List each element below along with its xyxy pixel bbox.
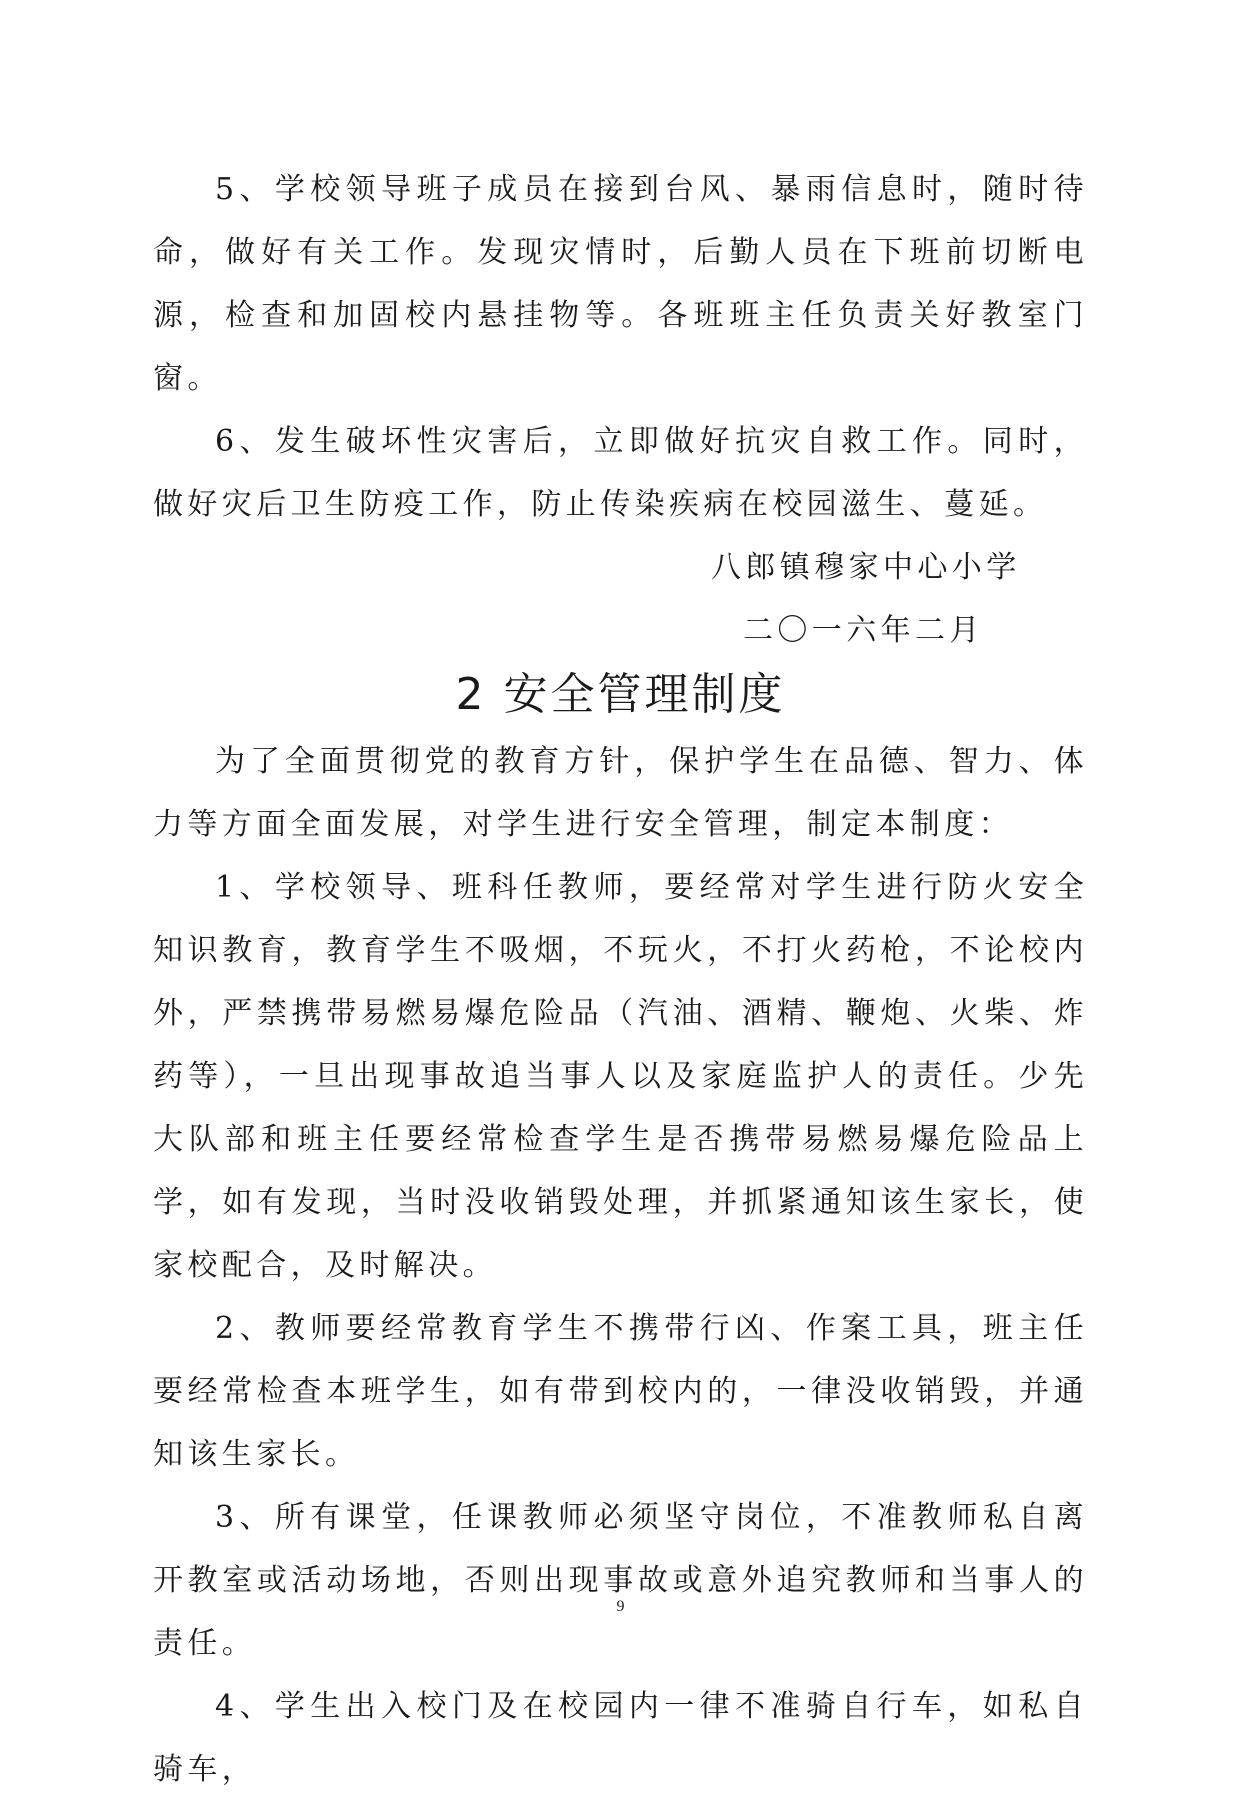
rule-item-1: 1、学校领导、班科任教师，要经常对学生进行防火安全知识教育，教育学生不吸烟，不玩火，不打火药枪，不论校内外，严禁携带易燃易爆危险品（汽油、酒精、鞭炮、火柴、炸药等），一旦出现事故追当事人以及家庭监护人的责任。少先大队部和班主任要经常检查学生是否携带易燃易爆危险品上学，如有发现，当时没收销毁处理，并抓紧通知该生家长，使家校配合，及时解决。 (153, 870, 1088, 1283)
rule-item-3: 3、所有课堂，任课教师必须坚守岗位，不准教师私自离开教室或活动场地，否则出现事故或意外追究教师和当事人的责任。 (153, 1500, 1088, 1661)
section-title: 2 安全管理制度 (455, 669, 786, 720)
signature-date: 二〇一六年二月 (743, 613, 984, 648)
page-content (153, 158, 1088, 1801)
rule-item-2: 2、教师要经常教育学生不携带行凶、作案工具，班主任要经常检查本班学生，如有带到校内的，一律没收销毁，并通知该生家长。 (153, 1311, 1088, 1472)
signature-organization: 八郎镇穆家中心小学 (711, 550, 1021, 585)
rule-item-4: 4、学生出入校门及在校园内一律不准骑自行车，如私自骑车， (153, 1689, 1088, 1787)
paragraph-item-5: 5、学校领导班子成员在接到台风、暴雨信息时，随时待命，做好有关工作。发现灾情时，后勤人员在下班前切断电源，检查和加固校内悬挂物等。各班班主任负责关好教室门窗。 (153, 172, 1088, 396)
intro-paragraph: 为了全面贯彻党的教育方针，保护学生在品德、智力、体力等方面全面发展，对学生进行安全管理，制定本制度： (153, 744, 1088, 842)
page-number: 9 (616, 1598, 625, 1615)
paragraph-item-6: 6、发生破坏性灾害后，立即做好抗灾自救工作。同时，做好灾后卫生防疫工作，防止传染疾病在校园滋生、蔓延。 (153, 424, 1088, 522)
